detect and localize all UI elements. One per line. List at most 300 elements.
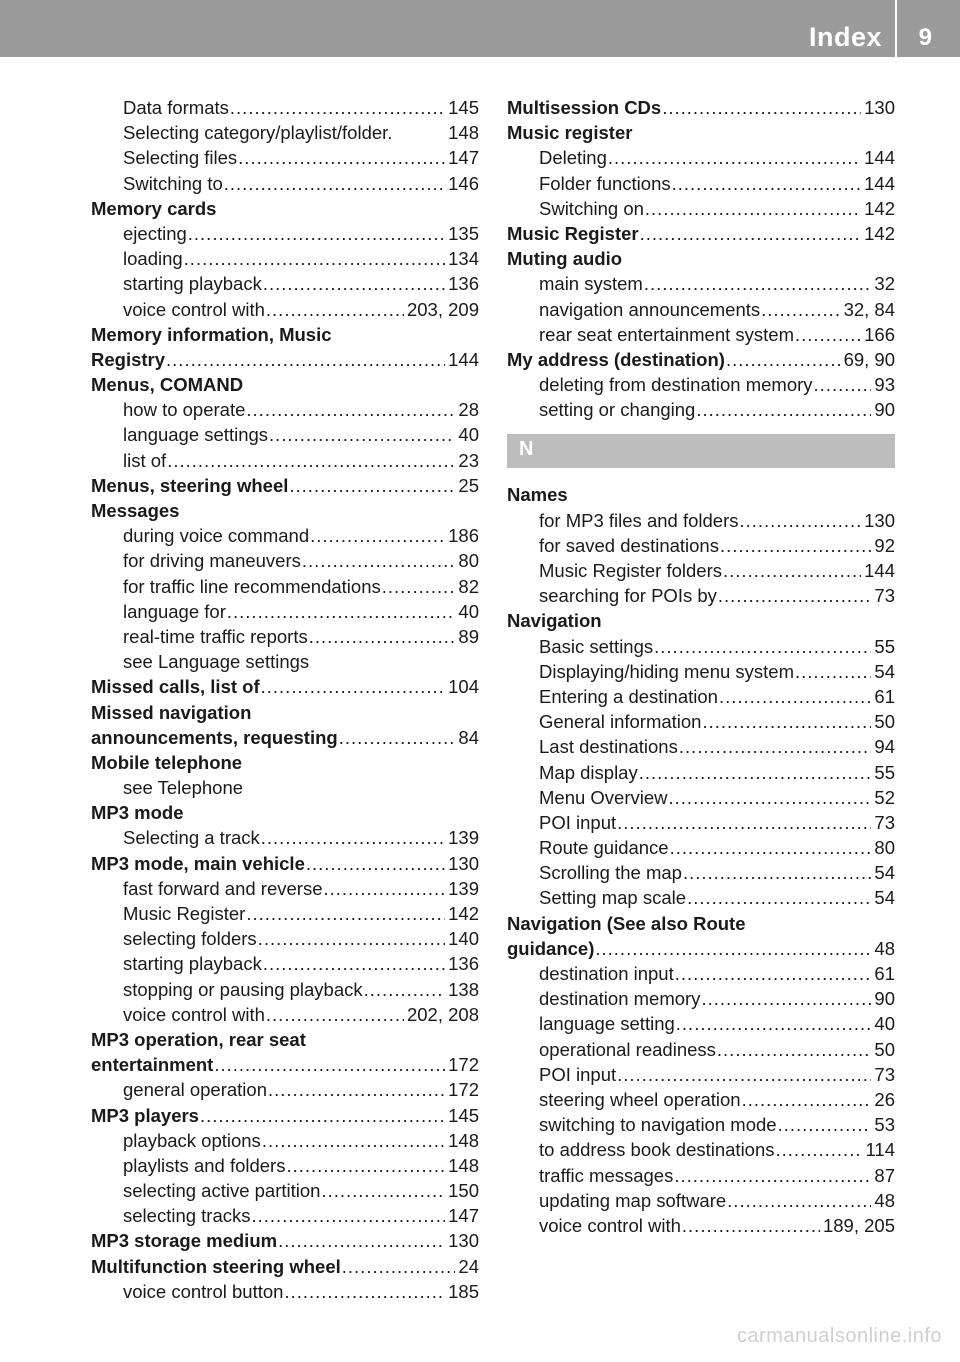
entry-text: Deleting (539, 147, 607, 169)
entry-text: Mobile telephone (91, 751, 243, 773)
index-subentry (91, 1002, 479, 1027)
page-reference: 185 (448, 1280, 479, 1302)
entry-text: Music register (507, 122, 633, 144)
page-reference: 144 (448, 348, 479, 370)
entry-text: MP3 mode (91, 802, 184, 824)
page-reference: 93 (874, 374, 895, 396)
dot-leader (672, 171, 862, 196)
index-subentry (91, 548, 479, 573)
page-header (0, 0, 960, 57)
entry-text: fast forward and reverse (123, 877, 323, 899)
index-entry (507, 911, 895, 936)
entry-text: MP3 mode, main vehicle (91, 852, 305, 874)
entry-text: Switching to (123, 172, 223, 194)
dot-leader (682, 1213, 820, 1238)
page-reference: 144 (864, 147, 895, 169)
index-subentry (507, 397, 895, 422)
entry-text: Multifunction steering wheel (91, 1255, 341, 1277)
index-entry (91, 473, 479, 498)
dot-leader (261, 825, 445, 850)
dot-leader (679, 734, 872, 759)
index-entry (91, 347, 479, 372)
page-reference: 202, 208 (406, 1003, 479, 1025)
entry-text: how to operate (123, 399, 246, 421)
index-entry (507, 120, 895, 145)
entry-text: starting playback (123, 273, 262, 295)
dot-leader (224, 171, 445, 196)
index-subentry (91, 95, 479, 120)
index-subentry (91, 1279, 479, 1304)
entry-text: Navigation (See also Route (507, 912, 746, 934)
page-reference: 90 (874, 399, 895, 421)
page-reference: 84 (458, 726, 479, 748)
dot-leader (608, 145, 861, 170)
dot-leader (639, 760, 872, 785)
entry-text: Route guidance (539, 837, 669, 859)
dot-leader (778, 1112, 872, 1137)
dot-leader (742, 1087, 872, 1112)
entry-text: voice control with (123, 1003, 265, 1025)
index-subentry (91, 574, 479, 599)
index-subentry (507, 196, 895, 221)
index-entry (507, 347, 895, 372)
index-entry (507, 608, 895, 633)
page-reference: 80 (874, 837, 895, 859)
page-reference: 172 (448, 1079, 479, 1101)
dot-leader (719, 684, 871, 709)
dot-leader (727, 1188, 871, 1213)
index-subentry (91, 1128, 479, 1153)
page-reference: 69, 90 (843, 348, 895, 370)
page-reference: 147 (448, 147, 479, 169)
index-entry (91, 498, 479, 523)
entry-text: Data formats (123, 97, 229, 118)
page-reference: 130 (448, 1230, 479, 1252)
page-reference: 92 (874, 534, 895, 556)
index-subentry (507, 1062, 895, 1087)
index-subentry (507, 558, 895, 583)
index-group-m-continued (507, 95, 895, 422)
page-reference: 52 (874, 786, 895, 808)
entry-text: POI input (539, 811, 617, 833)
index-subentry (91, 977, 479, 1002)
entry-text: for driving maneuvers (123, 550, 301, 572)
index-entry (91, 674, 479, 699)
index-group-n (507, 482, 895, 1238)
page-reference: 148 (448, 1129, 479, 1151)
entry-text: searching for POIs by (539, 585, 717, 607)
page-reference: 134 (448, 248, 479, 270)
entry-text: selecting tracks (123, 1205, 251, 1227)
index-subentry (507, 533, 895, 558)
dot-leader (676, 1011, 872, 1036)
dot-leader (167, 448, 455, 473)
dot-leader (278, 1228, 445, 1253)
page-reference: 32, 84 (843, 298, 895, 320)
page-reference: 150 (448, 1180, 479, 1202)
page-reference: 147 (448, 1205, 479, 1227)
page-reference: 142 (448, 903, 479, 924)
index-subentry (507, 659, 895, 684)
dot-leader (382, 574, 456, 599)
page-reference: 40 (458, 424, 479, 446)
index-entry (91, 1103, 479, 1128)
entry-text: Music Register folders (539, 560, 723, 581)
entry-text: guidance) (507, 937, 595, 959)
index-subentry (507, 734, 895, 759)
index-subentry (91, 171, 479, 196)
entry-text: entertainment (91, 1054, 214, 1076)
index-subentry (91, 1077, 479, 1102)
dot-leader (258, 926, 445, 951)
entry-text: Scrolling the map (539, 862, 682, 884)
index-entry (91, 1052, 479, 1077)
page-reference: 26 (874, 1088, 895, 1110)
index-subentry (91, 422, 479, 447)
index-column-right (507, 95, 895, 1238)
entry-text: for traffic line recommendations (123, 575, 381, 597)
index-subentry (91, 599, 479, 624)
dot-leader (726, 347, 841, 372)
index-subentry (91, 624, 479, 649)
page-reference: 144 (864, 560, 895, 581)
dot-leader (669, 785, 872, 810)
index-subentry (507, 1011, 895, 1036)
page-reference: 138 (448, 978, 479, 1000)
entry-text: see Telephone (123, 777, 244, 799)
entry-text: steering wheel operation (539, 1088, 741, 1110)
section-letter: N (519, 438, 534, 461)
header-divider (895, 0, 897, 57)
page-reference: 40 (874, 1013, 895, 1035)
dot-leader (323, 876, 445, 901)
page-reference: 148 (448, 122, 479, 144)
index-entry (91, 196, 479, 221)
entry-text: voice control button (123, 1280, 284, 1302)
dot-leader (640, 221, 862, 246)
index-subentry (507, 986, 895, 1011)
entry-text: language settings (123, 424, 269, 446)
entry-text: Menus, COMAND (91, 374, 244, 396)
page-reference: 148 (448, 1154, 479, 1176)
entry-text: Selecting category/playlist/folder. (123, 122, 393, 144)
dot-leader (342, 1254, 456, 1279)
dot-leader (723, 558, 861, 583)
page-reference: 142 (864, 197, 895, 219)
page-reference: 145 (448, 1104, 479, 1126)
entry-text: language setting (539, 1013, 675, 1035)
entry-text: Memory information, Music (91, 323, 332, 345)
entry-text: starting playback (123, 953, 262, 975)
entry-text: rear seat entertainment system (539, 323, 794, 345)
page-reference: 54 (874, 887, 895, 909)
entry-text: Messages (91, 500, 180, 521)
dot-leader (761, 297, 840, 322)
entry-text: see Language settings (123, 651, 310, 673)
index-subentry (507, 709, 895, 734)
page-reference: 136 (448, 953, 479, 975)
index-subentry (507, 684, 895, 709)
index-entry (91, 750, 479, 775)
index-subentry (91, 397, 479, 422)
dot-leader (184, 246, 445, 271)
entry-text: selecting folders (123, 928, 257, 950)
page-reference: 130 (864, 509, 895, 531)
index-entry (91, 851, 479, 876)
dot-leader (795, 322, 861, 347)
entry-text: voice control with (539, 1214, 681, 1236)
index-subentry (91, 1153, 479, 1178)
entry-text: Navigation (507, 610, 602, 632)
index-subentry (507, 372, 895, 397)
index-subentry (507, 760, 895, 785)
entry-text: playlists and folders (123, 1154, 286, 1176)
page-reference: 61 (874, 963, 895, 984)
index-subentry (507, 885, 895, 910)
index-subentry (507, 961, 895, 986)
index-subentry (507, 1112, 895, 1137)
page-reference: 82 (458, 575, 479, 597)
section-header-n (507, 434, 895, 468)
page-reference: 55 (874, 761, 895, 783)
dot-leader (166, 347, 445, 372)
dot-leader (795, 659, 871, 684)
entry-text: Menu Overview (539, 786, 668, 808)
dot-leader (683, 860, 871, 885)
entry-text: Memory cards (91, 197, 217, 219)
entry-text: Multisession CDs (507, 97, 662, 118)
page-reference: 54 (874, 660, 895, 682)
dot-leader (227, 599, 456, 624)
page-reference: 145 (448, 97, 479, 118)
entry-text: destination input (539, 963, 674, 984)
entry-text: for MP3 files and folders (539, 509, 739, 531)
page-reference: 24 (458, 1255, 479, 1277)
entry-text: playback options (123, 1129, 261, 1151)
dot-leader (262, 1128, 445, 1153)
page-reference: 40 (458, 600, 479, 622)
page-reference: 130 (448, 852, 479, 874)
entry-text: Missed calls, list of (91, 676, 260, 698)
index-subentry (507, 583, 895, 608)
index-entry (91, 1228, 479, 1253)
index-subentry (507, 835, 895, 860)
entry-text: stopping or pausing playback (123, 978, 363, 1000)
page-reference: 55 (874, 635, 895, 657)
index-subentry (507, 145, 895, 170)
dot-leader (739, 508, 861, 533)
index-subentry (507, 860, 895, 885)
entry-text: Folder functions (539, 172, 671, 194)
page-reference: 89 (458, 625, 479, 647)
dot-leader (717, 1037, 872, 1062)
dot-leader (687, 885, 871, 910)
dot-leader (266, 297, 404, 322)
index-subentry (91, 775, 479, 800)
page-reference: 54 (874, 862, 895, 884)
entry-text: list of (123, 449, 167, 471)
page-reference: 23 (458, 449, 479, 471)
entry-text: ejecting (123, 222, 187, 244)
dot-leader (214, 1052, 445, 1077)
page-reference: 172 (448, 1054, 479, 1076)
index-subentry (91, 523, 479, 548)
entry-text: voice control with (123, 298, 265, 320)
dot-leader (269, 422, 455, 447)
entry-text: POI input (539, 1063, 617, 1085)
index-entry (91, 800, 479, 825)
dot-leader (718, 583, 872, 608)
index-column-left (91, 95, 479, 1304)
index-subentry (507, 271, 895, 296)
entry-text: destination memory (539, 988, 701, 1010)
page-reference: 135 (448, 222, 479, 244)
index-subentry (91, 825, 479, 850)
page-reference: 73 (874, 1063, 895, 1085)
index-entry (507, 482, 895, 507)
index-subentry (507, 1137, 895, 1162)
entry-text: updating map software (539, 1189, 727, 1211)
dot-leader (701, 986, 871, 1011)
entry-text: Selecting a track (123, 827, 260, 849)
entry-text: traffic messages (539, 1164, 674, 1186)
dot-leader (188, 221, 445, 246)
dot-leader (321, 1178, 445, 1203)
dot-leader (238, 145, 445, 170)
entry-text: navigation announcements (539, 298, 761, 320)
dot-leader (702, 709, 871, 734)
dot-leader (263, 951, 445, 976)
entry-text: Last destinations (539, 736, 678, 758)
dot-leader (302, 548, 456, 573)
entry-text: during voice command (123, 525, 310, 547)
entry-text: Selecting files (123, 147, 238, 169)
index-subentry (91, 926, 479, 951)
page-reference: 136 (448, 273, 479, 295)
index-subentry (507, 634, 895, 659)
index-subentry (507, 322, 895, 347)
index-subentry (91, 1178, 479, 1203)
page-reference: 48 (874, 937, 895, 959)
index-subentry (507, 785, 895, 810)
page-reference: 50 (874, 711, 895, 733)
dot-leader (670, 835, 872, 860)
entry-text: language for (123, 600, 226, 622)
index-entry (91, 1027, 479, 1052)
page-reference: 61 (874, 685, 895, 707)
page-reference: 73 (874, 585, 895, 607)
page-reference: 90 (874, 988, 895, 1010)
entry-text: general operation (123, 1079, 267, 1101)
entry-text: Missed navigation (91, 701, 252, 723)
index-entry (507, 221, 895, 246)
index-subentry (507, 171, 895, 196)
entry-text: main system (539, 273, 643, 295)
index-entry (507, 246, 895, 271)
entry-text: Muting audio (507, 248, 623, 270)
entry-text: Setting map scale (539, 887, 687, 909)
page-number: 9 (918, 24, 932, 51)
page-reference: 80 (458, 550, 479, 572)
page-title: Index (808, 22, 882, 52)
entry-text: Music Register (123, 903, 246, 924)
entry-text: MP3 storage medium (91, 1230, 278, 1252)
entry-text: Map display (539, 761, 638, 783)
dot-leader (674, 1163, 871, 1188)
dot-leader (645, 196, 861, 221)
entry-text: setting or changing (539, 399, 696, 421)
dot-leader (284, 1279, 445, 1304)
entry-text: Registry (91, 348, 166, 370)
index-subentry (91, 901, 479, 926)
index-subentry (507, 1087, 895, 1112)
index-entry (91, 372, 479, 397)
page-reference: 139 (448, 827, 479, 849)
page-reference: 142 (864, 222, 895, 244)
entry-text: Displaying/hiding menu system (539, 660, 795, 682)
dot-leader (644, 271, 872, 296)
dot-leader (617, 810, 871, 835)
entry-text: real-time traffic reports (123, 625, 308, 647)
page-reference: 104 (448, 676, 479, 698)
entry-text: Basic settings (539, 635, 654, 657)
dot-leader (246, 901, 445, 926)
entry-text: MP3 operation, rear seat (91, 1028, 306, 1050)
entry-text: Menus, steering wheel (91, 474, 289, 496)
entry-text: My address (destination) (507, 348, 725, 370)
index-entry (507, 95, 895, 120)
index-subentry (91, 145, 479, 170)
index-subentry (507, 1213, 895, 1238)
page-reference: 186 (448, 525, 479, 547)
dot-leader (266, 1002, 404, 1027)
dot-leader (720, 533, 871, 558)
entry-text: switching to navigation mode (539, 1114, 777, 1136)
entry-text: Music Register (507, 222, 639, 244)
entry-text: Switching on (539, 197, 644, 219)
dot-leader (617, 1062, 871, 1087)
index-subentry (91, 297, 479, 322)
entry-text: MP3 players (91, 1104, 199, 1126)
index-subentry (91, 120, 479, 145)
dot-leader (662, 95, 861, 120)
page-reference: 32 (874, 273, 895, 295)
dot-leader (654, 634, 871, 659)
index-subentry (91, 876, 479, 901)
dot-leader (263, 271, 445, 296)
dot-leader (306, 851, 445, 876)
dot-leader (252, 1203, 446, 1228)
page-reference: 144 (864, 172, 895, 194)
page-reference: 189, 205 (822, 1214, 895, 1236)
dot-leader (310, 523, 445, 548)
index-subentry (507, 810, 895, 835)
dot-leader (776, 1137, 863, 1162)
index-entry (91, 322, 479, 347)
dot-leader (364, 977, 445, 1002)
entry-text: for saved destinations (539, 534, 719, 556)
dot-leader (200, 1103, 445, 1128)
dot-leader (814, 372, 872, 397)
entry-text: loading (123, 248, 183, 270)
page-reference: 53 (874, 1114, 895, 1136)
index-subentry (91, 951, 479, 976)
index-entry (91, 725, 479, 750)
dot-leader (696, 397, 871, 422)
dot-leader (286, 1153, 445, 1178)
entry-text: selecting active partition (123, 1180, 321, 1202)
dot-leader (261, 674, 446, 699)
